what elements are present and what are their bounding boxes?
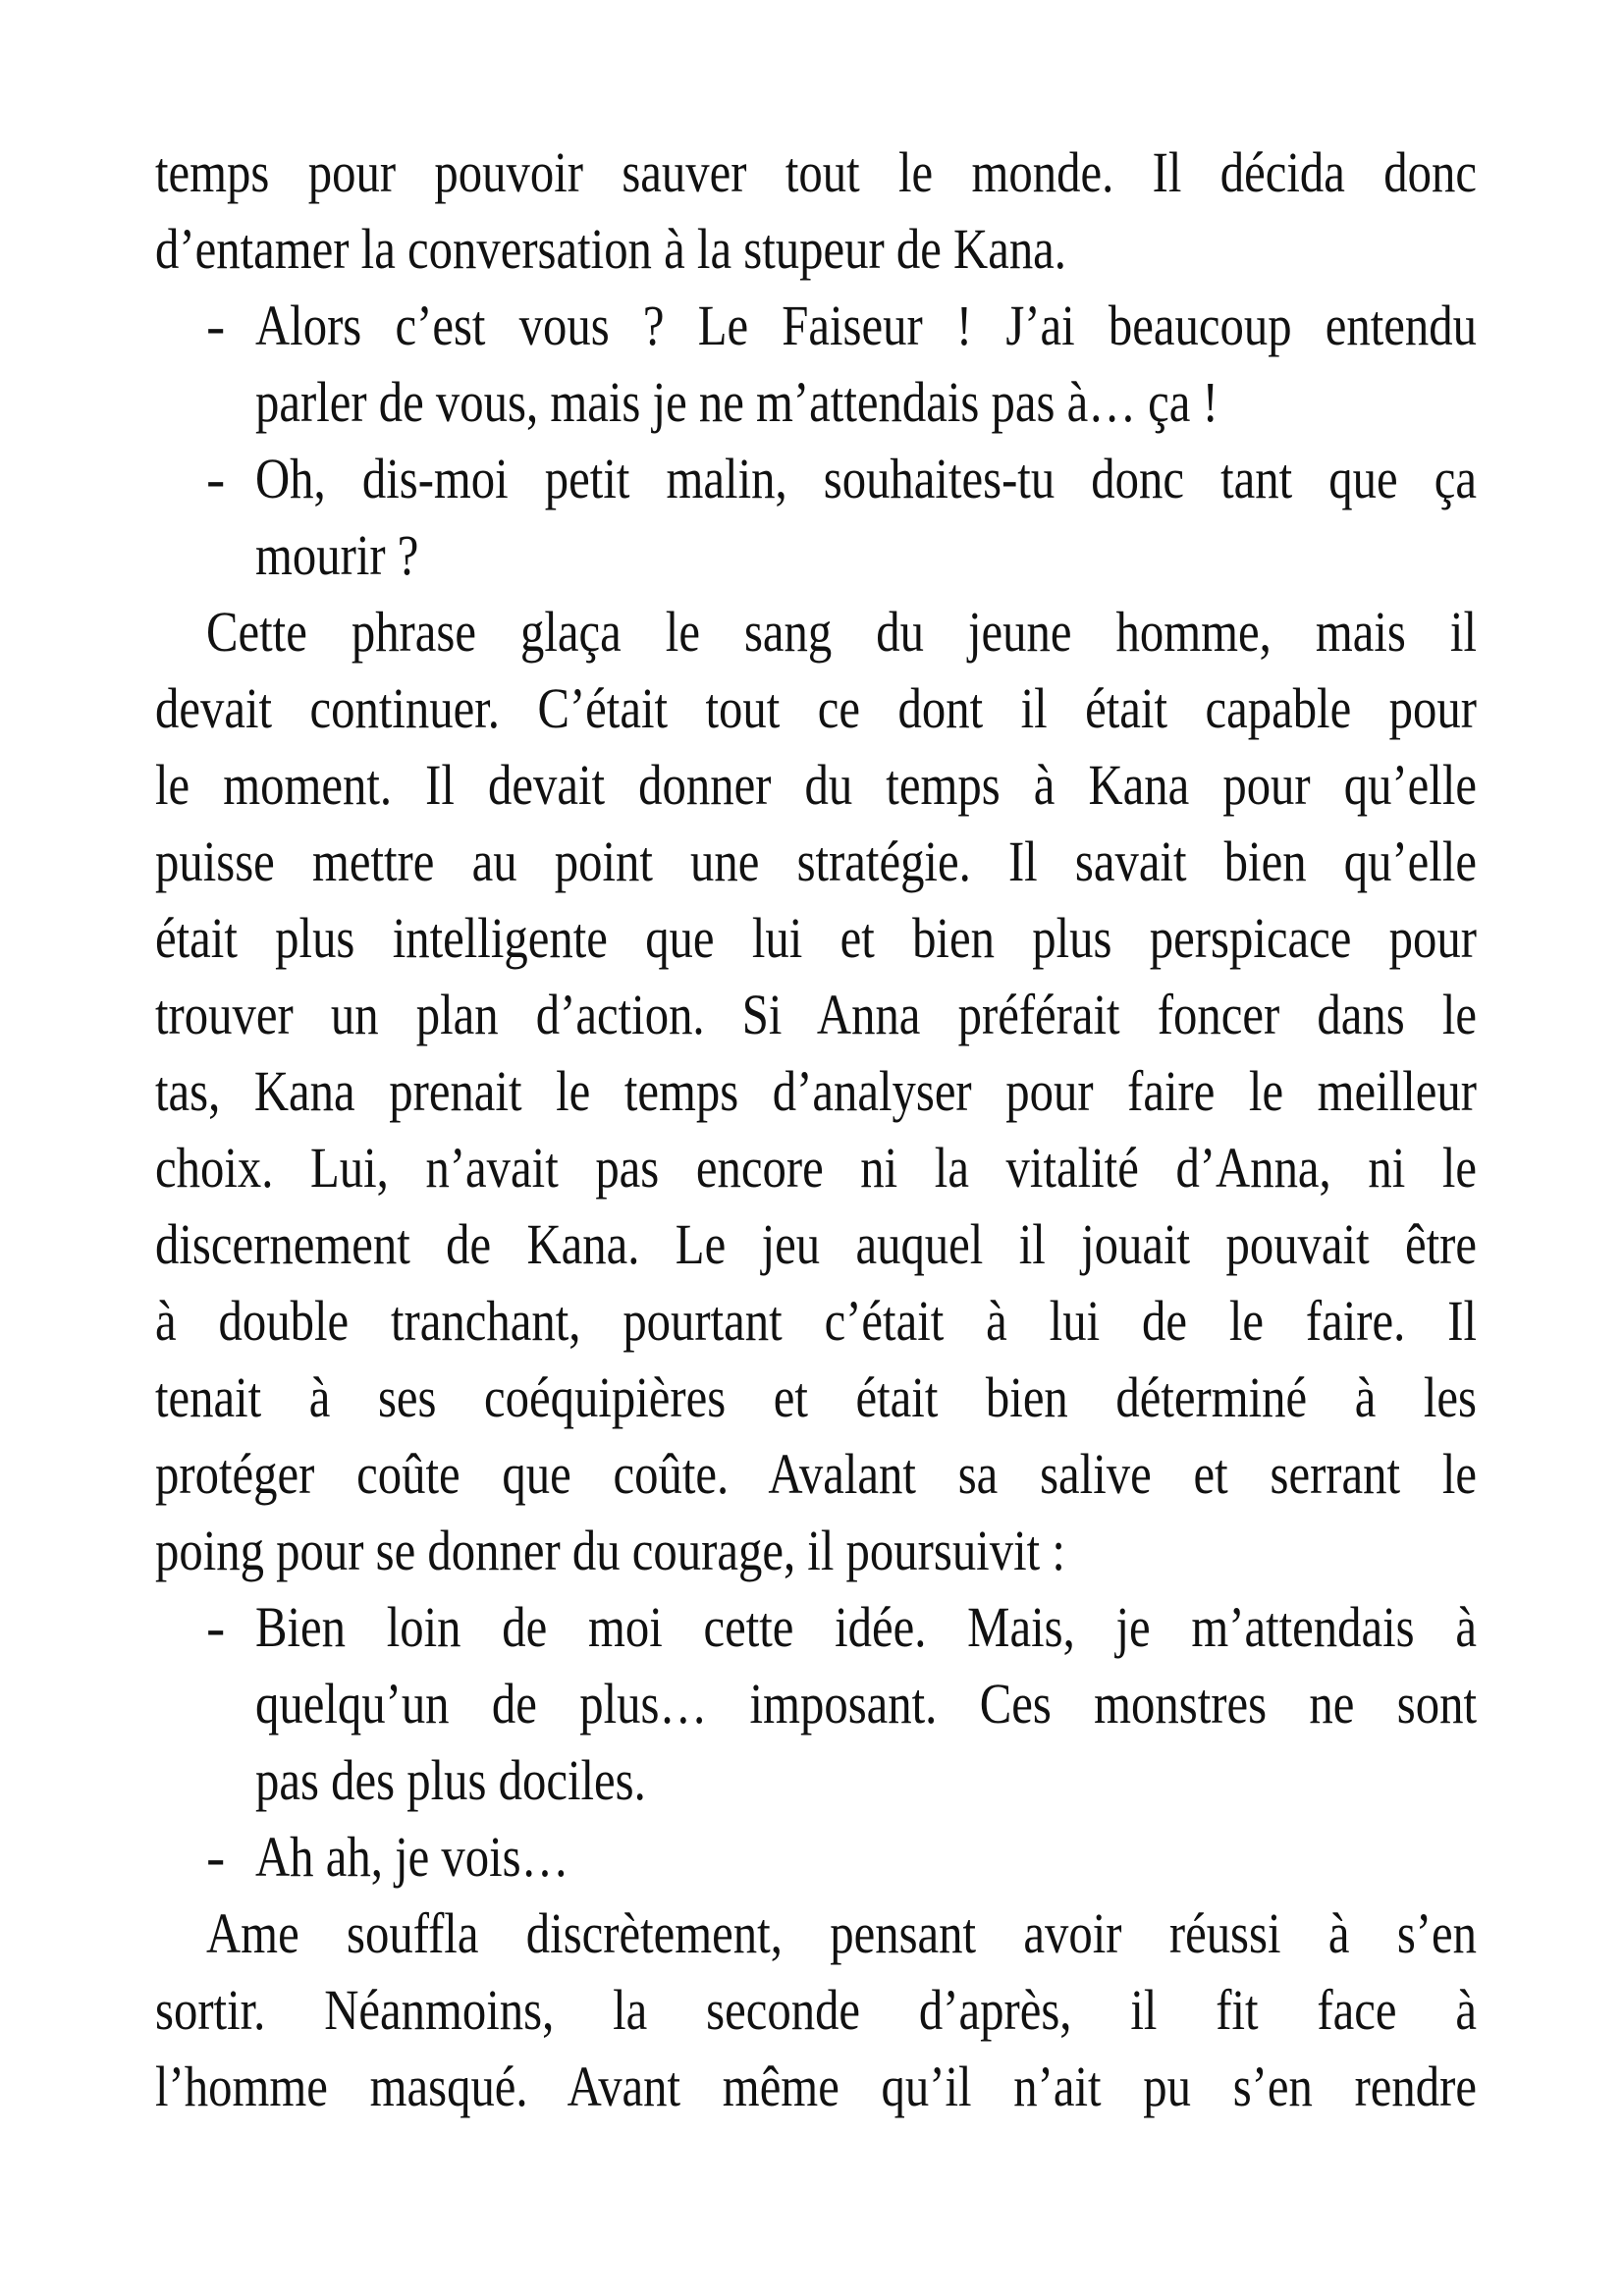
line-text: tas, Kana prenait le temps d’analyser pour faire le meilleur xyxy=(155,1059,1477,1123)
line-text: à double tranchant, pourtant c’était à lui de le faire. Il xyxy=(155,1289,1477,1353)
text-line xyxy=(0,1053,1624,1130)
text-line xyxy=(0,1130,1624,1206)
line-text: discernement de Kana. Le jeu auquel il jouait pouvait être xyxy=(155,1212,1477,1276)
dialog-dash: - xyxy=(206,447,226,510)
line-text: sortir. Néanmoins, la seconde d’après, il fit face à xyxy=(155,1978,1477,2042)
dialog-line xyxy=(0,441,1624,517)
line-text: poing pour se donner du courage, il poursuivit : xyxy=(155,1519,1065,1582)
text-line xyxy=(0,977,1624,1053)
line-text: pas des plus dociles. xyxy=(255,1748,646,1812)
line-text: mourir ? xyxy=(255,523,419,587)
text-line xyxy=(0,1972,1624,2049)
text-line xyxy=(0,747,1624,824)
line-text: quelqu’un de plus… imposant. Ces monstres ne sont xyxy=(255,1672,1477,1735)
page-text xyxy=(0,134,1624,2125)
line-text: le moment. Il devait donner du temps à Kana pour qu’elle xyxy=(155,753,1477,817)
dialog-line xyxy=(0,1819,1624,1896)
text-line xyxy=(0,1513,1624,1589)
text-line xyxy=(0,1283,1624,1360)
line-text: puisse mettre au point une stratégie. Il savait bien qu’elle xyxy=(155,829,1477,893)
line-text: Ah ah, je vois… xyxy=(255,1825,569,1889)
line-text: tenait à ses coéquipières et était bien déterminé à les xyxy=(155,1365,1477,1429)
line-text: Cette phrase glaça le sang du jeune homme, mais il xyxy=(206,600,1477,664)
text-line xyxy=(0,1360,1624,1436)
line-text: devait continuer. C’était tout ce dont il était capable pour xyxy=(155,676,1477,740)
text-line xyxy=(0,211,1624,288)
line-text: était plus intelligente que lui et bien plus perspicace pour xyxy=(155,906,1477,970)
text-line xyxy=(0,1206,1624,1283)
text-line xyxy=(0,900,1624,977)
line-text: protéger coûte que coûte. Avalant sa salive et serrant le xyxy=(155,1442,1477,1506)
text-line xyxy=(0,1896,1624,1972)
line-text: Ame souffla discrètement, pensant avoir réussi à s’en xyxy=(206,1901,1477,1965)
text-line xyxy=(0,594,1624,670)
dialog-line xyxy=(0,364,1624,441)
line-text: l’homme masqué. Avant même qu’il n’ait pu s’en rendre xyxy=(155,2055,1477,2118)
dialog-line xyxy=(0,288,1624,364)
line-text: parler de vous, mais je ne m’attendais pas à… ça ! xyxy=(255,370,1218,434)
text-line xyxy=(0,134,1624,211)
text-line xyxy=(0,1436,1624,1513)
dialog-line xyxy=(0,1666,1624,1742)
line-text: Oh, dis-moi petit malin, souhaites-tu donc tant que ça xyxy=(255,447,1477,510)
line-text: choix. Lui, n’avait pas encore ni la vitalité d’Anna, ni le xyxy=(155,1136,1477,1200)
dialog-dash: - xyxy=(206,1825,226,1889)
dialog-line xyxy=(0,1589,1624,1666)
text-line xyxy=(0,670,1624,747)
line-text: Alors c’est vous ? Le Faiseur ! J’ai beaucoup entendu xyxy=(255,294,1477,357)
text-line xyxy=(0,824,1624,900)
line-text: Bien loin de moi cette idée. Mais, je m’attendais à xyxy=(255,1595,1477,1659)
dialog-line xyxy=(0,1742,1624,1819)
line-text: d’entamer la conversation à la stupeur de Kana. xyxy=(155,217,1066,281)
line-text: temps pour pouvoir sauver tout le monde. Il décida donc xyxy=(155,140,1477,204)
text-line xyxy=(0,2049,1624,2125)
line-text: trouver un plan d’action. Si Anna préférait foncer dans le xyxy=(155,983,1477,1046)
dialog-line xyxy=(0,517,1624,594)
dialog-dash: - xyxy=(206,294,226,357)
dialog-dash: - xyxy=(206,1595,226,1659)
